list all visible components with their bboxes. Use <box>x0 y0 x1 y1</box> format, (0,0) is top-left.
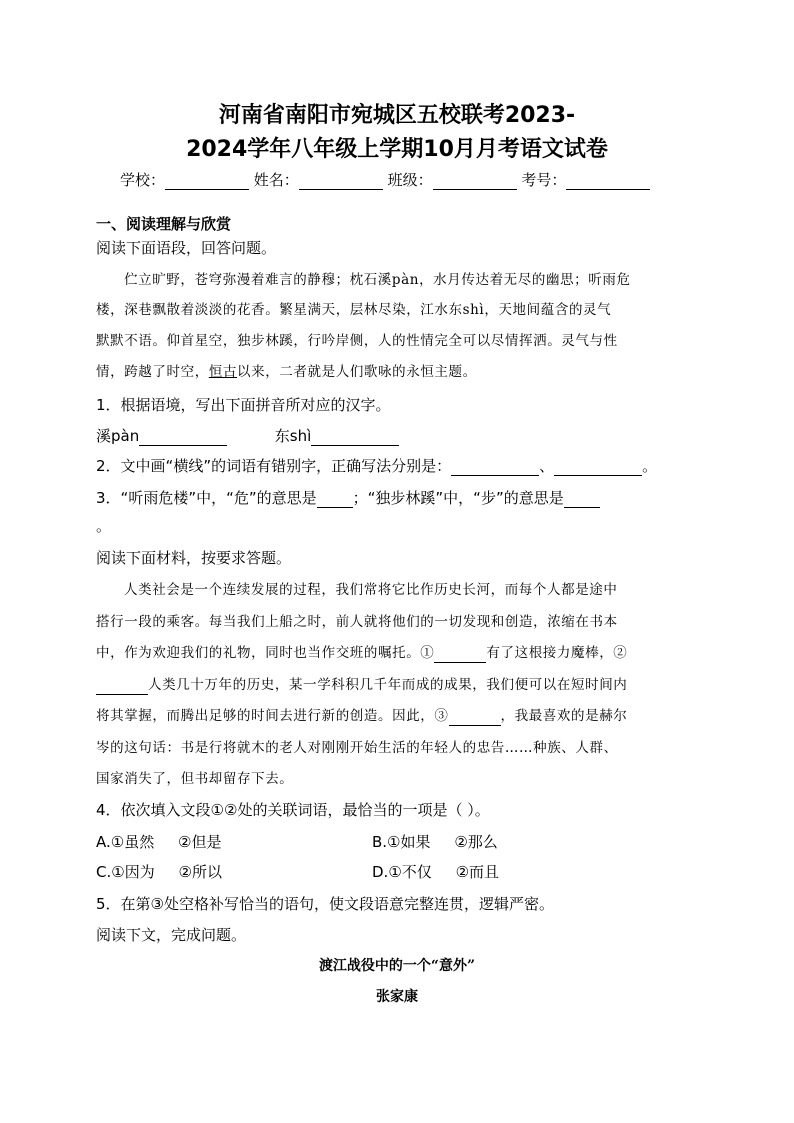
section-heading: 一、阅读理解与欣赏 <box>96 215 232 233</box>
class-label: 班级： <box>387 171 433 189</box>
passage2-line: 国家消失了，但书却留存下去。 <box>96 771 294 787</box>
passage1-line: 伫立旷野，苍穹弥漫着难言的静穆；枕石溪pàn，水月传达着无尽的幽思；听雨危 <box>124 272 631 288</box>
blank-2[interactable] <box>96 678 148 695</box>
passage1-line: 情，跨越了时空，恒古以来，二者就是人们歌咏的永恒主题。 <box>96 364 477 380</box>
reading-instruction-3: 阅读下文，完成问题。 <box>96 926 247 944</box>
student-info-row <box>120 170 650 190</box>
passage2-line: 人类社会是一个连续发展的过程，我们常将它比作历史长河，而每个人都是途中 <box>124 582 618 598</box>
passage2-line: 人类几十万年的历史，某一学科积几千年而成的成果，我们便可以在短时间内 <box>96 675 627 695</box>
question-5: 5．在第③处空格补写恰当的语句，使文段语意完整连贯，逻辑严密。 <box>96 895 554 913</box>
q1-answer-b[interactable] <box>311 429 399 446</box>
option-c[interactable]: C.①因为 ②所以 <box>96 863 222 881</box>
passage1-line: 默默不语。仰首星空，独步林蹊，行吟岸侧，人的性情完全可以尽情挥洒。灵气与性 <box>96 333 618 349</box>
blank-1[interactable] <box>434 646 486 663</box>
article-title: 渡江战役中的一个“意外” <box>318 958 476 974</box>
question-1: 1．根据语境，写出下面拼音所对应的汉字。 <box>96 396 391 414</box>
q2-answer-1[interactable] <box>451 459 539 476</box>
q1-prompt-b: 东shì <box>274 427 312 445</box>
passage1-line: 楼，深巷飘散着淡淡的花香。繁星满天，层林尽染，江水东shì，天地间蕴含的灵气 <box>96 302 612 318</box>
option-b[interactable]: B.①如果 ②那么 <box>372 833 498 851</box>
school-field[interactable] <box>165 173 249 190</box>
passage2-line: 将其掌握，而腾出足够的时间去进行新的创造。因此，③ ，我最喜欢的是赫尔 <box>96 708 628 724</box>
article-author: 张家康 <box>376 989 418 1005</box>
q1-answer-a[interactable] <box>139 429 227 446</box>
number-label: 考号： <box>521 171 567 189</box>
question-2: 2．文中画“横线”的词语有错别字，正确写法分别是： 、 。 <box>96 457 658 475</box>
option-d[interactable]: D.①不仅 ②而且 <box>372 863 500 881</box>
exam-title-line2: 2024学年八年级上学期10月月考语文试卷 <box>186 137 608 162</box>
blank-3[interactable] <box>449 709 501 726</box>
question-3: 3．“听雨危楼”中，“危”的意思是 ；“独步林蹊”中，“步”的意思是 <box>96 488 600 508</box>
school-label: 学校： <box>120 171 166 189</box>
option-a[interactable]: A.①虽然 ②但是 <box>96 833 222 851</box>
q3-answer-1[interactable] <box>317 491 353 508</box>
q2-answer-2[interactable] <box>554 459 642 476</box>
name-field[interactable] <box>299 173 383 190</box>
passage2-line: 岑的这句话：书是行将就木的老人对刚刚开始生活的年轻人的忠告……种族、人群、 <box>96 740 618 756</box>
number-field[interactable] <box>566 173 650 190</box>
passage2-line: 中，作为欢迎我们的礼物，同时也当作交班的嘱托。① 有了这根接力魔棒，② <box>96 645 628 661</box>
question-1-answers <box>96 426 399 446</box>
reading-instruction-2: 阅读下面材料，按要求答题。 <box>96 549 292 567</box>
question-3-end: 。 <box>96 517 112 535</box>
passage2-line: 搭行一段的乘客。每当我们上船之时，前人就将他们的一切发现和创造，浓缩在书本 <box>96 614 618 630</box>
reading-instruction-1: 阅读下面语段，回答问题。 <box>96 239 277 257</box>
underlined-word: 恒古 <box>208 364 238 380</box>
class-field[interactable] <box>433 173 517 190</box>
q1-prompt-a: 溪pàn <box>96 427 140 445</box>
name-label: 姓名： <box>253 171 299 189</box>
q3-answer-2[interactable] <box>564 491 600 508</box>
exam-title-line1: 河南省南阳市宛城区五校联考2023- <box>218 103 576 128</box>
question-4: 4．依次填入文段①②处的关联词语，最恰当的一项是（ ）。 <box>96 801 490 819</box>
